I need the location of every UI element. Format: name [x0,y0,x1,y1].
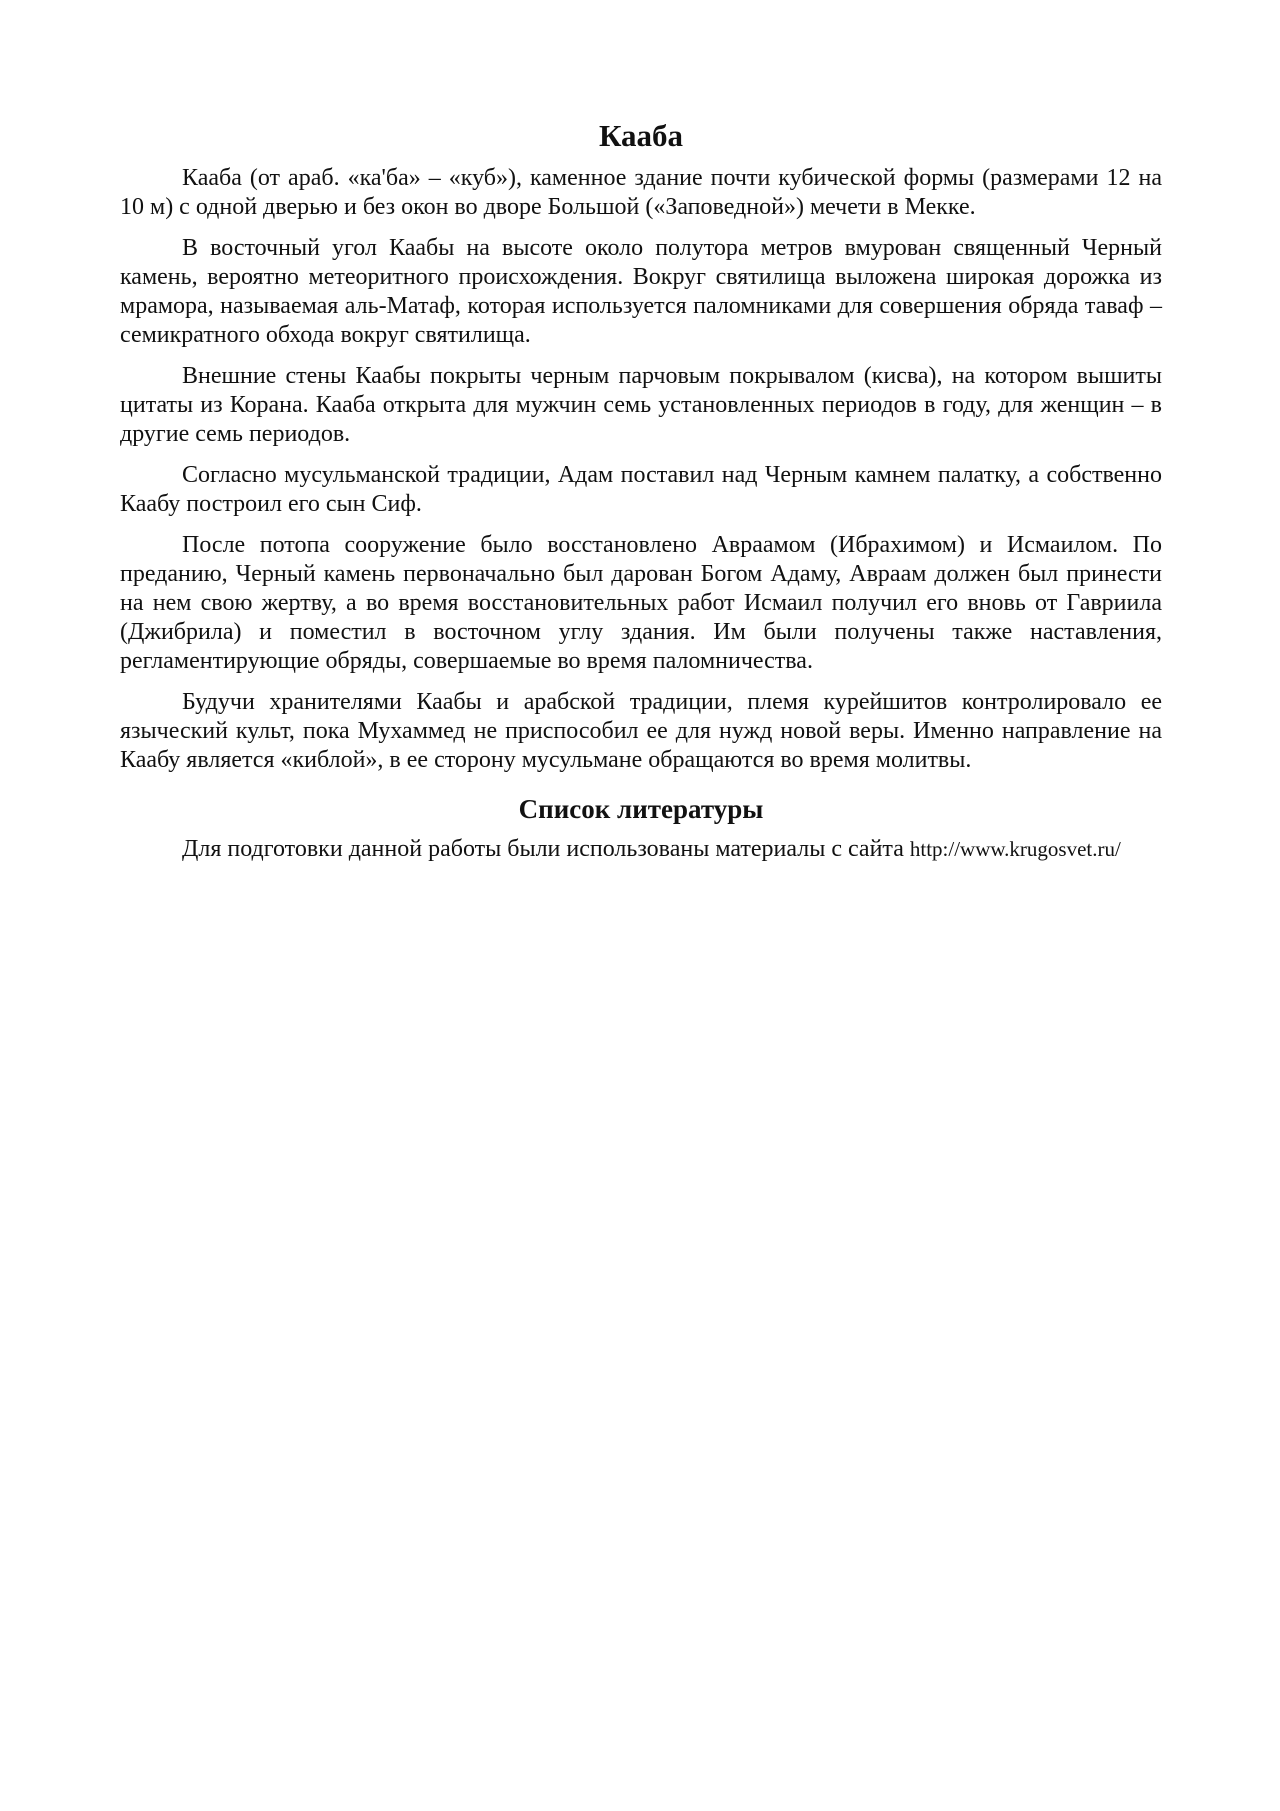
paragraph-3: Внешние стены Каабы покрыты черным парчовым покрывалом (кисва), на котором вышиты цитаты из Корана. Кааба открыта для мужчин семь установленных периодов в году, для женщин – в другие семь периодов. [120,363,1162,447]
paragraph-1: Кааба (от араб. «ка'ба» – «куб»), каменное здание почти кубической формы (размерами 12 на 10 м) с одной дверью и без окон во дворе Большой («Заповедной») мечети в Мекке. [120,165,1162,220]
references-title: Список литературы [518,794,764,824]
document-body [120,118,1162,876]
paragraph-6: Будучи хранителями Каабы и арабской традиции, племя курейшитов контролировало ее языческий культ, пока Мухаммед не приспособил ее для нужд новой веры. Именно направление на Каабу является «киблой», в ее сторону мусульмане обращаются во время молитвы. [120,689,1162,773]
page-title: Кааба [598,118,684,153]
paragraph-5: После потопа сооружение было восстановлено Авраамом (Ибрахимом) и Исмаилом. По преданию, Черный камень первоначально был дарован Богом Адаму, Авраам должен был принести на нем свою жертву, а во время восстановительных работ Исмаил получил его вновь от Гавриила (Джибрила) и поместил в восточном углу здания. Им были получены также наставления, регламентирующие обряды, совершаемые во время паломничества. [120,532,1162,674]
paragraph-2: В восточный угол Каабы на высоте около полутора метров вмурован священный Черный камень, вероятно метеоритного происхождения. Вокруг святилища выложена широкая дорожка из мрамора, называемая аль-Матаф, которая используется паломниками для совершения обряда таваф – семикратного обхода вокруг святилища. [120,235,1162,348]
references-text: Для подготовки данной работы были использованы материалы с сайта [182,836,904,862]
paragraph-4: Согласно мусульманской традиции, Адам поставил над Черным камнем палатку, а собственно Каабу построил его сын Сиф. [120,462,1162,517]
references-paragraph [120,835,1162,864]
references-link[interactable]: http://www.krugosvet.ru/ [909,837,1121,861]
